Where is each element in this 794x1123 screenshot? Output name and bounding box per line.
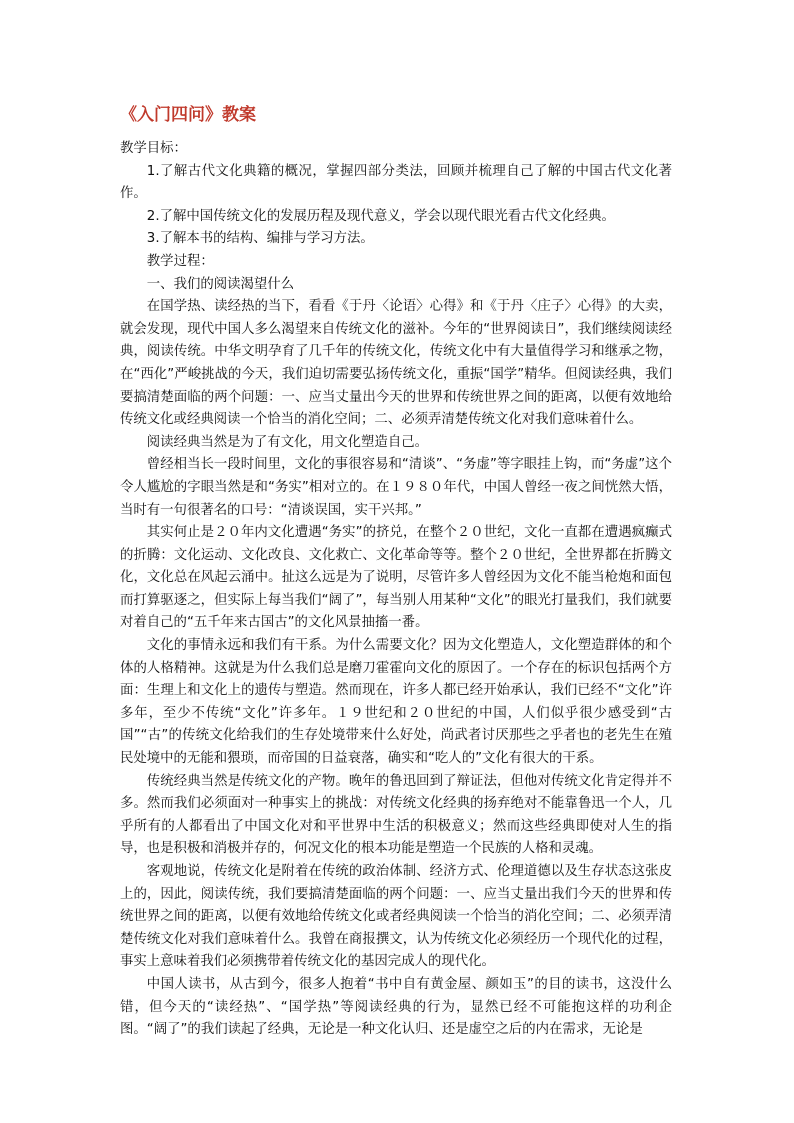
document-title: 《入门四问》教案 xyxy=(120,105,256,125)
body-paragraph: 客观地说，传统文化是附着在传统的政治体制、经济方式、伦理道德以及生存状态这张皮上的，因此，阅读传统，我们要搞清楚面临的两个问题：一、应当丈量出我们今天的世界和传统世界之间的距离，以便有效地给传统文化或者经典阅读一个恰当的消化空间；二、必须弄清楚传统文化对我们意味着什么。我曾在商报撰文，认为传统文化必须经历一个现代化的过程，事实上意味着我们必须携带着传统文化的基因完成人的现代化。 xyxy=(120,864,672,970)
goal-item-3: 3.了解本书的结构、编排与学习方法。 xyxy=(146,231,374,247)
goal-item-2: 2.了解中国传统文化的发展历程及现代意义，学会以现代眼光看古代文化经典。 xyxy=(146,208,615,224)
goal-item-1: 1.了解古代文化典籍的概况，掌握四部分类法，回顾并梳理自己了解的中国古代文化著作。 xyxy=(120,163,672,202)
section-heading: 一、我们的阅读渴望什么 xyxy=(146,276,295,292)
body-paragraph: 其实何止是２０年内文化遭遇“务实”的挤兑，在整个２０世纪，文化一直都在遭遇疯癫式的折腾：文化运动、文化改良、文化救亡、文化革命等等。整个２０世纪，全世界都在折腾文化，文化总在风起云涌中。扯这么远是为了说明，尽管许多人曾经因为文化不能当枪炮和面包而打算驱逐之，但实际上每当我们“阔了”，每当别人用某种“文化”的眼光打量我们，我们就要对着自己的“五千年来古国古”的文化风景抽搐一番。 xyxy=(120,525,672,631)
teaching-goals-heading: 教学目标： xyxy=(120,141,187,156)
body-paragraph: 在国学热、读经热的当下，看看《于丹〈论语〉心得》和《于丹〈庄子〉心得》的大卖，就会发现，现代中国人多么渴望来自传统文化的滋补。今年的“世界阅读日”，我们继续阅读经典，阅读传统。中华文明孕育了几千年的传统文化，传统文化中有大量值得学习和继承之物，在“西化”严峻挑战的今天，我们迫切需要弘扬传统文化，重振“国学”精华。但阅读经典，我们要搞清楚面临的两个问题：一、应当丈量出今天的世界和传统世界之间的距离，以便有效地给传统文化或经典阅读一个恰当的消化空间；二、必须弄清楚传统文化对我们意味着什么。 xyxy=(120,299,672,428)
body-paragraph: 传统经典当然是传统文化的产物。晚年的鲁迅回到了辩证法，但他对传统文化肯定得并不多。然而我们必须面对一种事实上的挑战：对传统文化经典的扬弃绝对不能靠鲁迅一个人，几乎所有的人都看出了中国文化对和平世界中生活的积极意义；然而这些经典即使对人生的指导，也是积极和消极并存的，何况文化的根本功能是塑造一个民族的人格和灵魂。 xyxy=(120,773,672,857)
lesson-plan-page xyxy=(120,103,672,1042)
body-paragraph: 中国人读书，从古到今，很多人抱着“书中自有黄金屋、颜如玉”的目的读书，这没什么错，但今天的“读经热”、“国学热”等阅读经典的行为，显然已经不可能抱这样的功利企图。“阔了”的我们读起了经典，无论是一种文化认归、还是虚空之后的内在需求，无论是 xyxy=(120,976,672,1038)
body-paragraph: 文化的事情永远和我们有干系。为什么需要文化？因为文化塑造人，文化塑造群体的和个体的人格精神。这就是为什么我们总是磨刀霍霍向文化的原因了。一个存在的标识包括两个方面：生理上和文化上的遗传与塑造。然而现在，许多人都已经开始承认，我们已经不“文化”许多年，至少不传统“文化”许多年。１９世纪和２０世纪的中国，人们似乎很少感受到“古国”“古”的传统文化给我们的生存处境带来什么好处，尚武者讨厌那些之乎者也的老先生在殖民处境中的无能和猥琐，而帝国的日益衰落，确实和“吃人的”文化有很大的干系。 xyxy=(120,638,672,767)
body-paragraph: 阅读经典当然是为了有文化，用文化塑造自己。 xyxy=(146,434,428,450)
body-paragraph: 曾经相当长一段时间里，文化的事很容易和“清谈”、“务虚”等字眼挂上钩，而“务虚”这个令人尴尬的字眼当然是和“务实”相对立的。在１９８０年代，中国人曾经一夜之间恍然大悟，当时有一句很著名的口号：“清谈误国，实干兴邦。” xyxy=(120,457,672,518)
teaching-process-heading: 教学过程： xyxy=(146,253,214,269)
